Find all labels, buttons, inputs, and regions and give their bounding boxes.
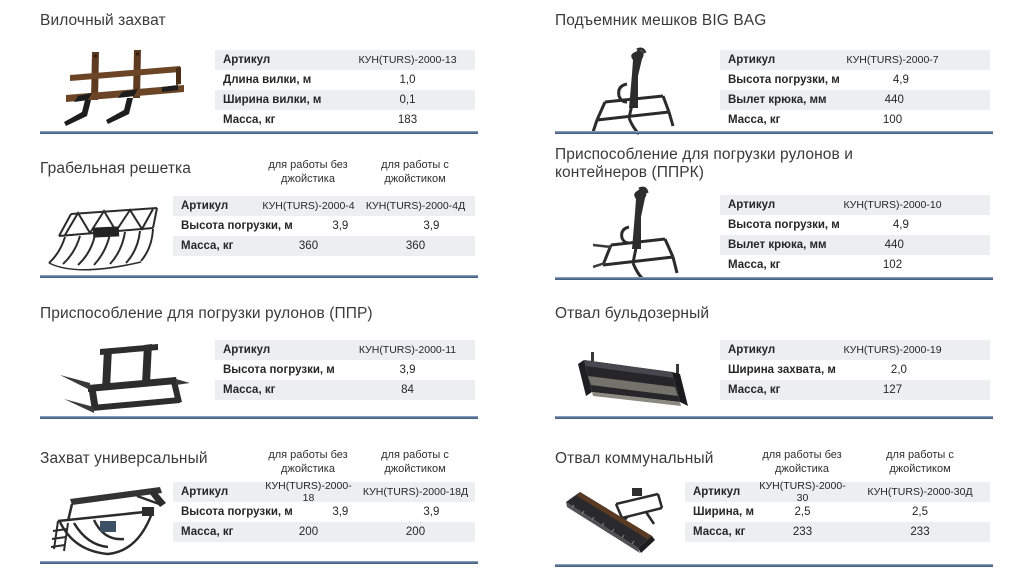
- row-value: 183: [397, 114, 418, 126]
- row-value: 100: [882, 114, 903, 126]
- table-row: [215, 70, 475, 90]
- row-value: 4,9: [892, 74, 909, 86]
- section-divider: [555, 131, 993, 134]
- column-header-with-joystick: для работы с джойстиком: [886, 449, 954, 475]
- row-value: 440: [884, 94, 904, 106]
- row-label: Артикул: [728, 199, 776, 211]
- row-label: Высота погрузки, м: [728, 74, 840, 86]
- table-row: [215, 110, 475, 130]
- row-value: КУН(TURS)-2000-7: [846, 54, 939, 66]
- table-row: [215, 380, 475, 400]
- row-label: Ширина захвата, м: [728, 364, 836, 376]
- table-row: [173, 196, 475, 216]
- row-label: Ширина, м: [693, 506, 754, 518]
- table-row: [215, 90, 475, 110]
- communal-blade-image: [558, 478, 683, 573]
- section-divider: [555, 277, 993, 280]
- table-row: [720, 90, 990, 110]
- rake-grid-image: [45, 188, 170, 288]
- row-value: 84: [401, 384, 414, 396]
- row-value: 2,5: [794, 506, 811, 518]
- spec-table-bigbag: [720, 50, 990, 130]
- row-value: 233: [792, 526, 813, 538]
- row-value: КУН(TURS)-2000-13: [358, 54, 457, 66]
- row-label: Высота погрузки, м: [181, 220, 293, 232]
- ppr-loader-image: [58, 333, 193, 428]
- table-row: [173, 482, 475, 502]
- section-divider: [555, 564, 993, 567]
- column-header-no-joystick: для работы без джойстика: [268, 449, 348, 475]
- column-header-with-joystick: для работы с джойстиком: [381, 449, 449, 475]
- spec-table-ppr: [215, 340, 475, 400]
- row-label: Масса, кг: [181, 526, 234, 538]
- row-value: 3,9: [332, 220, 349, 232]
- section-divider: [40, 275, 478, 278]
- row-value: КУН(TURS)-2000-11: [358, 344, 457, 356]
- section-title-bigbag: Подъемник мешков BIG BAG: [555, 12, 767, 29]
- row-value: 102: [882, 259, 903, 271]
- row-label: Артикул: [728, 344, 776, 356]
- row-label: Масса, кг: [728, 259, 781, 271]
- spec-table-communal-blade: [685, 482, 990, 542]
- row-label: Артикул: [181, 486, 229, 498]
- table-row: [173, 502, 475, 522]
- universal-grab-image: [42, 477, 177, 567]
- row-value: КУН(TURS)-2000-30: [759, 480, 846, 504]
- row-label: Масса, кг: [728, 114, 781, 126]
- row-value: 2,0: [890, 364, 907, 376]
- table-row: [720, 50, 990, 70]
- row-label: Вылет крюка, мм: [728, 94, 827, 106]
- row-value: 200: [405, 526, 426, 538]
- table-row: [173, 216, 475, 236]
- row-label: Масса, кг: [223, 114, 276, 126]
- row-label: Масса, кг: [728, 384, 781, 396]
- row-label: Артикул: [728, 54, 776, 66]
- row-label: Вылет крюка, мм: [728, 239, 827, 251]
- row-value: 3,9: [332, 506, 349, 518]
- row-value: 1,0: [399, 74, 416, 86]
- table-row: [215, 340, 475, 360]
- table-row: [720, 70, 990, 90]
- spec-table-dozer-blade: [720, 340, 990, 400]
- section-title-communal-blade: Отвал коммунальный: [555, 450, 714, 467]
- row-value: 360: [405, 240, 426, 252]
- row-value: КУН(TURS)-2000-18Д: [362, 486, 469, 498]
- section-title-dozer-blade: Отвал бульдозерный: [555, 305, 710, 322]
- row-value: 440: [884, 239, 904, 251]
- row-label: Масса, кг: [693, 526, 746, 538]
- table-row: [720, 110, 990, 130]
- section-title-ppr: Приспособление для погрузки рулонов (ППР): [40, 305, 373, 322]
- row-label: Высота погрузки, м: [728, 219, 840, 231]
- row-label: Высота погрузки, м: [181, 506, 293, 518]
- section-divider: [555, 416, 993, 419]
- spec-table-fork-grab: [215, 50, 475, 130]
- section-divider: [40, 561, 478, 564]
- row-label: Ширина вилки, м: [223, 94, 322, 106]
- column-header-with-joystick: для работы с джойстиком: [381, 159, 449, 185]
- row-value: 3,9: [399, 364, 416, 376]
- table-row: [720, 360, 990, 380]
- fork-grab-image: [58, 48, 193, 135]
- row-label: Высота погрузки, м: [223, 364, 335, 376]
- section-title-fork-grab: Вилочный захват: [40, 12, 166, 29]
- table-row: [685, 522, 990, 542]
- table-row: [685, 502, 990, 522]
- row-value: 0,1: [399, 94, 416, 106]
- section-divider: [40, 131, 478, 134]
- row-value: 233: [910, 526, 930, 538]
- section-title-universal-grab: Захват универсальный: [40, 450, 208, 467]
- table-row: [720, 255, 990, 275]
- row-value: КУН(TURS)-2000-18: [265, 480, 352, 504]
- table-row: [215, 50, 475, 70]
- row-label: Масса, кг: [223, 384, 276, 396]
- row-value: КУН(TURS)-2000-4Д: [365, 200, 466, 212]
- row-value: 4,9: [892, 219, 909, 231]
- row-label: Масса, кг: [181, 240, 234, 252]
- section-divider: [40, 416, 478, 419]
- row-label: Артикул: [693, 486, 741, 498]
- row-value: 2,5: [912, 506, 928, 518]
- row-value: 360: [298, 240, 319, 252]
- row-value: КУН(TURS)-2000-19: [843, 344, 942, 356]
- spec-table-pprk: [720, 195, 990, 275]
- pprk-loader-image: [593, 185, 681, 290]
- row-value: 3,9: [423, 220, 440, 232]
- section-title-pprk: Приспособление для погрузки рулонов и контейнеров (ППРК): [555, 146, 853, 181]
- table-row: [720, 215, 990, 235]
- table-row: [720, 195, 990, 215]
- table-row: [173, 236, 475, 256]
- column-header-no-joystick: для работы без джойстика: [268, 159, 348, 185]
- row-value: 200: [298, 526, 319, 538]
- column-header-no-joystick: для работы без джойстика: [762, 449, 842, 475]
- table-row: [685, 482, 990, 502]
- row-label: Артикул: [223, 344, 271, 356]
- table-row: [720, 340, 990, 360]
- section-title-rake-grid: Грабельная решетка: [40, 160, 191, 177]
- bigbag-lifter-image: [583, 46, 683, 143]
- table-row: [720, 380, 990, 400]
- table-row: [215, 360, 475, 380]
- row-label: Артикул: [223, 54, 271, 66]
- row-value: КУН(TURS)-2000-30Д: [867, 486, 973, 498]
- row-value: 3,9: [423, 506, 440, 518]
- spec-table-universal-grab: [173, 482, 475, 542]
- table-row: [173, 522, 475, 542]
- row-value: КУН(TURS)-2000-4: [262, 200, 355, 212]
- row-label: Артикул: [181, 200, 229, 212]
- row-label: Длина вилки, м: [223, 74, 312, 86]
- row-value: КУН(TURS)-2000-10: [843, 199, 942, 211]
- table-row: [720, 235, 990, 255]
- row-value: 127: [882, 384, 903, 396]
- spec-table-rake-grid: [173, 196, 475, 256]
